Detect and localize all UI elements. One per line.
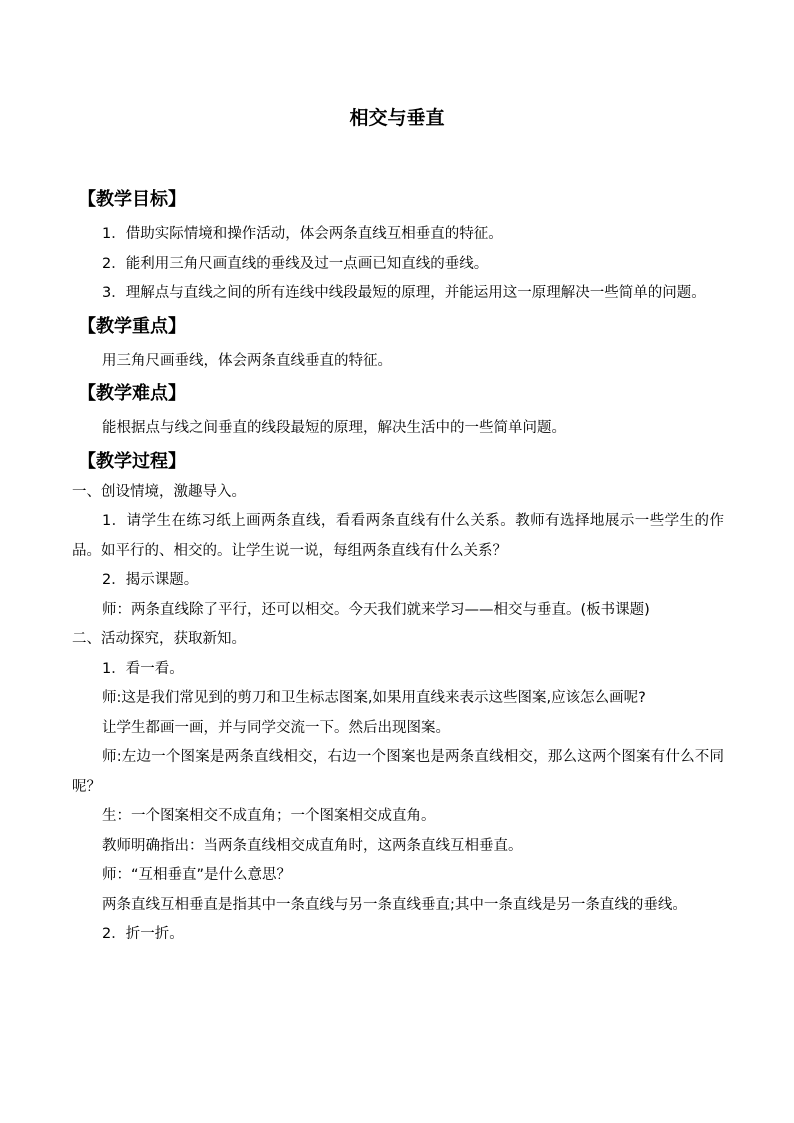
process-item: 两条直线互相垂直是指其中一条直线与另一条直线垂直;其中一条直线是另一条直线的垂线。 xyxy=(102,896,687,913)
process-part1-label: 一、创设情境，激趣导入。 xyxy=(72,483,246,500)
section-heading-objectives: 【教学目标】 xyxy=(78,189,186,210)
process-item: 师:这是我们常见到的剪刀和卫生标志图案,如果用直线来表示这些图案,应该怎么画呢? xyxy=(102,690,646,706)
process-item: 1．请学生在练习纸上画两条直线，看看两条直线有什么关系。教师有选择地展示一些学生的作品。如平行的、相交的。让学生说一说，每组两条直线有什么关系？ xyxy=(72,513,724,559)
process-item: 师:左边一个图案是两条直线相交，右边一个图案也是两条直线相交，那么这两个图案有什么不同呢？ xyxy=(72,749,724,795)
document-body xyxy=(72,184,724,952)
objective-item: 3．理解点与直线之间的所有连线中线段最短的原理，并能运用这一原理解决一些简单的问题。 xyxy=(102,285,706,301)
process-item: 2．揭示课题。 xyxy=(102,572,199,588)
objective-item: 2．能利用三角尺画直线的垂线及过一点画已知直线的垂线。 xyxy=(102,255,489,272)
section-heading-process: 【教学过程】 xyxy=(78,450,186,472)
section-difficulties xyxy=(72,378,724,444)
document-title: 相交与垂直 xyxy=(349,107,445,129)
process-item: 2．折一折。 xyxy=(102,926,184,942)
process-item: 生：一个图案相交不成直角；一个图案相交成直角。 xyxy=(102,808,436,824)
key-points-text: 用三角尺画垂线，体会两条直线垂直的特征。 xyxy=(102,352,392,369)
process-item: 1．看一看。 xyxy=(102,660,184,677)
process-item: 师：两条直线除了平行，还可以相交。今天我们就来学习——相交与垂直。(板书课题) xyxy=(102,601,650,618)
section-process xyxy=(72,446,724,950)
objective-item: 1．借助实际情境和操作活动，体会两条直线互相垂直的特征。 xyxy=(102,226,503,242)
process-item: 师：“互相垂直”是什么意思？ xyxy=(102,867,292,883)
difficulties-text: 能根据点与线之间垂直的线段最短的原理，解决生活中的一些简单问题。 xyxy=(102,420,566,436)
section-key-points xyxy=(72,311,724,377)
section-objectives xyxy=(72,184,724,309)
section-heading-difficulties: 【教学难点】 xyxy=(78,383,186,404)
process-part2-label: 二、活动探究，获取新知。 xyxy=(72,631,246,647)
process-item: 教师明确指出：当两条直线相交成直角时，这两条直线互相垂直。 xyxy=(102,837,523,854)
section-heading-key-points: 【教学重点】 xyxy=(78,315,186,337)
process-item: 让学生都画一画，并与同学交流一下。然后出现图案。 xyxy=(102,719,450,736)
